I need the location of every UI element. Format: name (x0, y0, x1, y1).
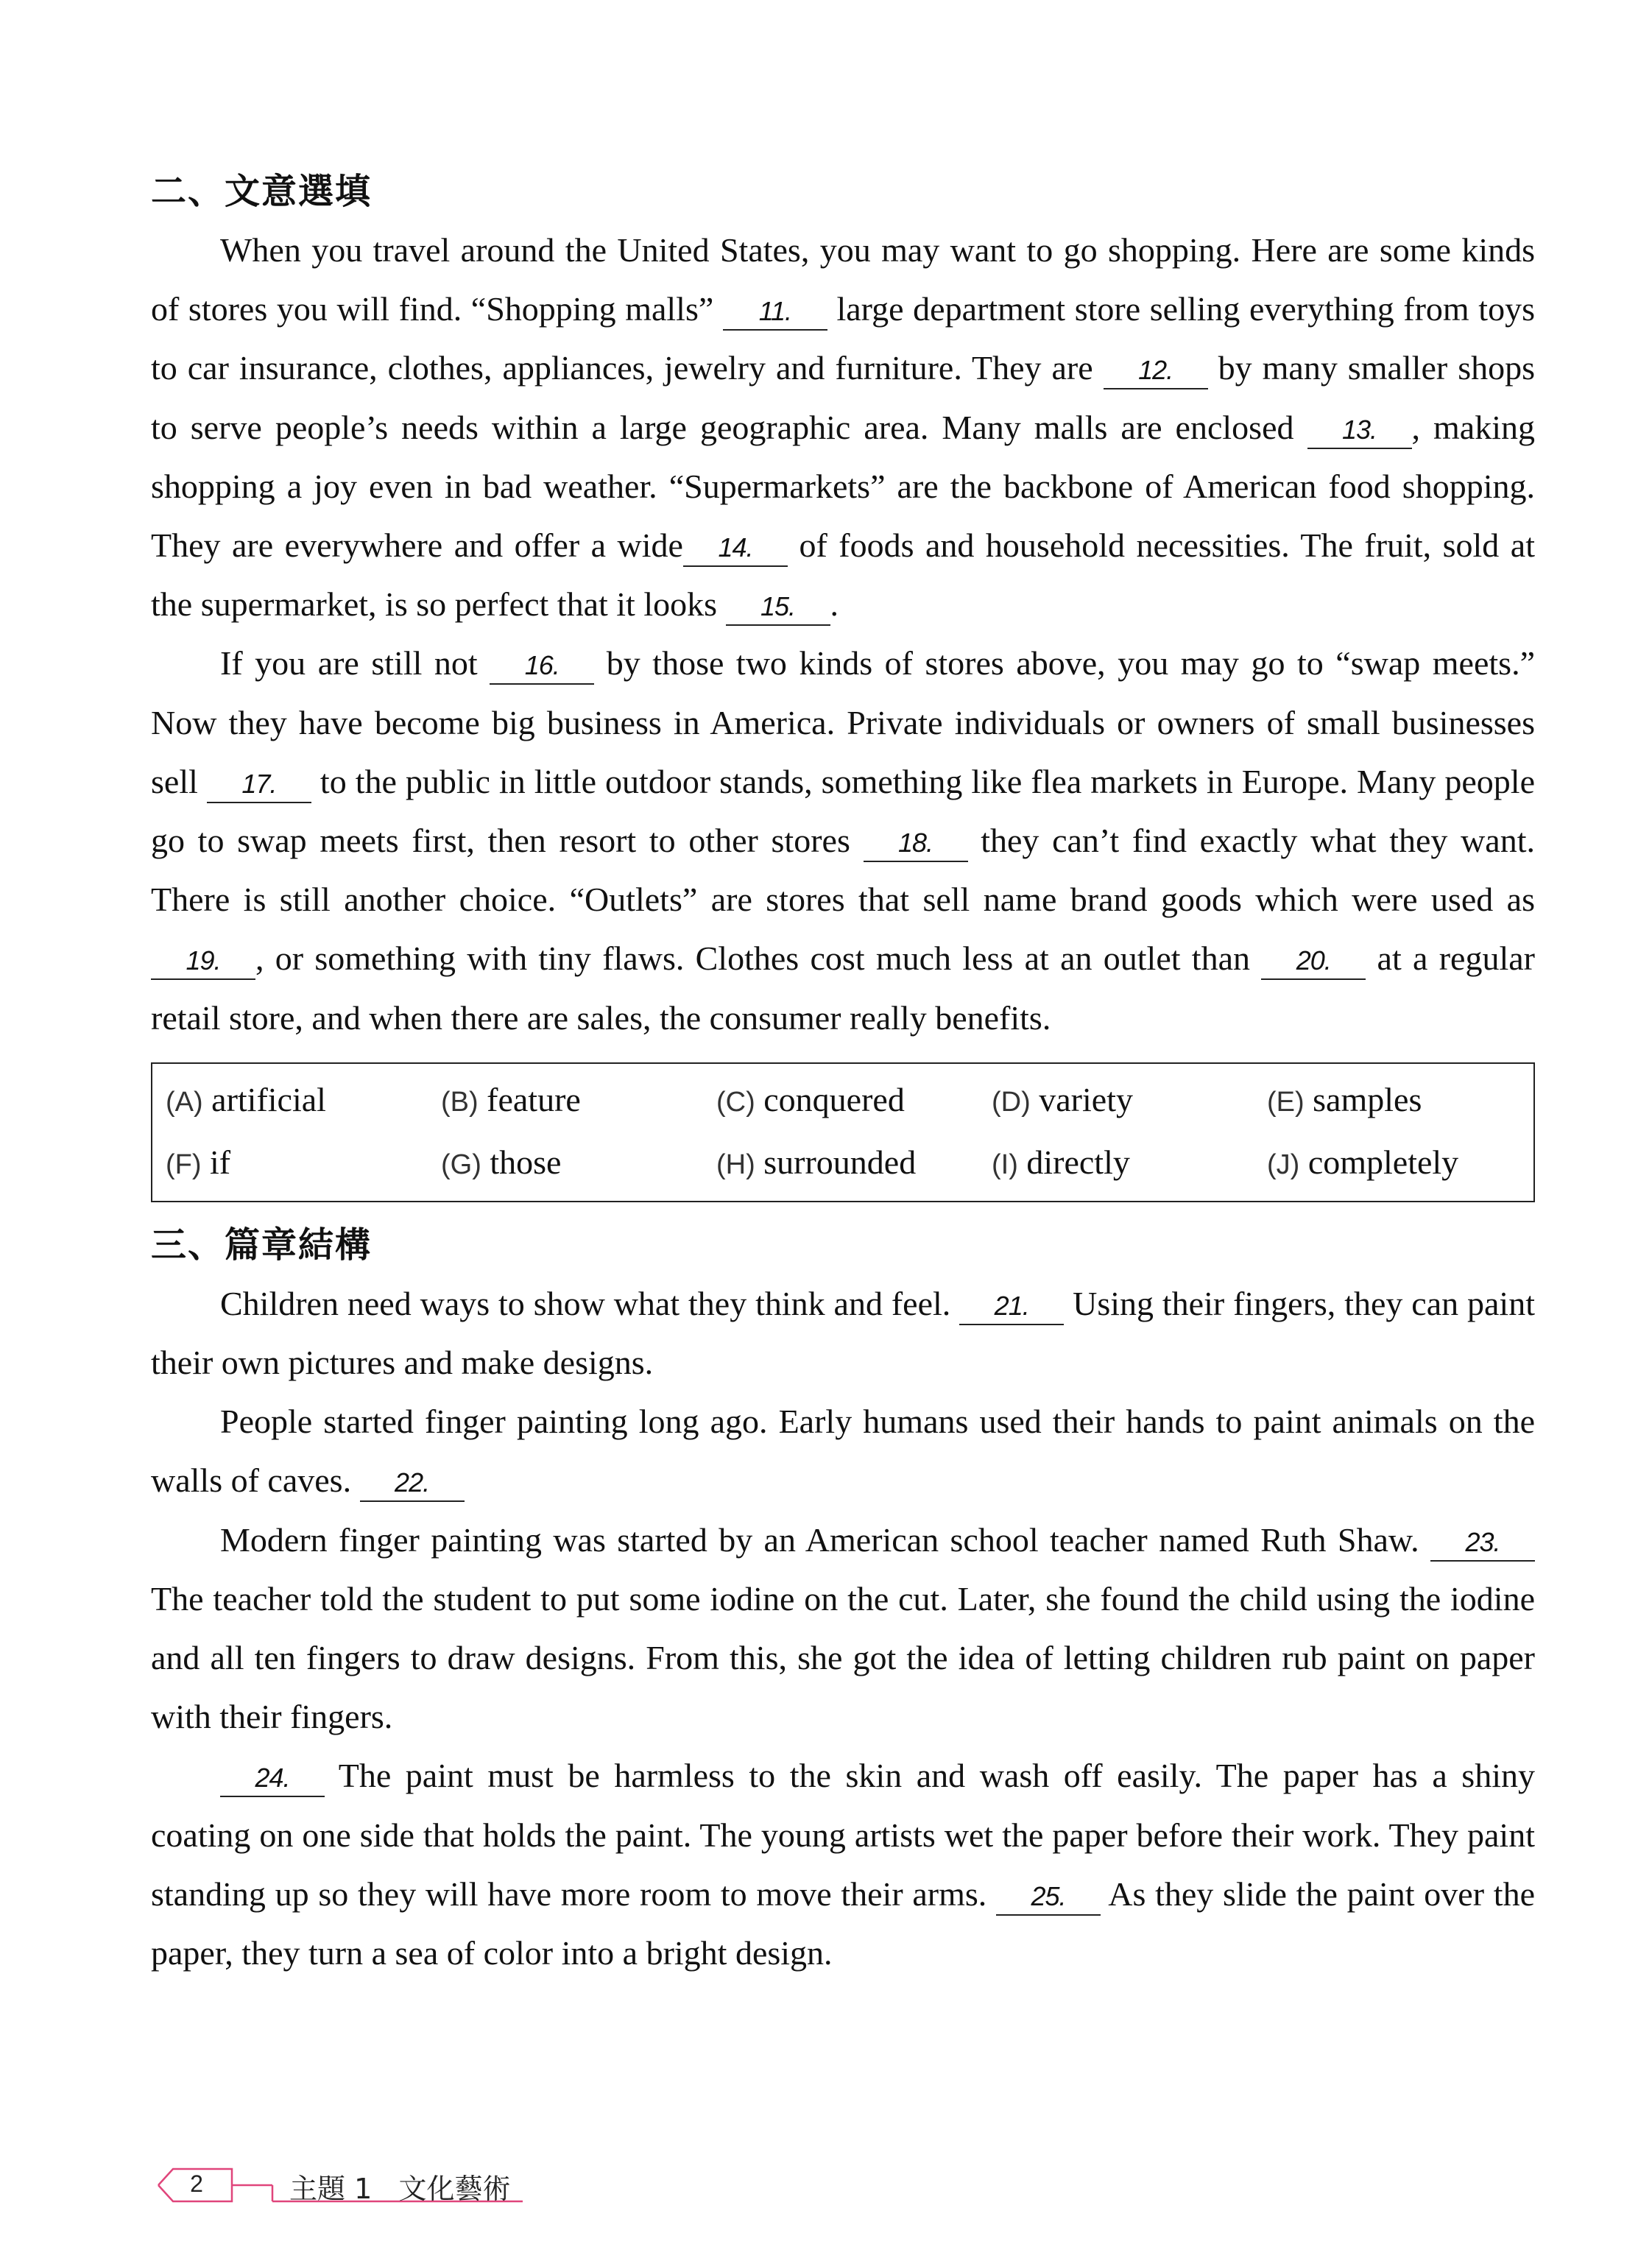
passage-text: Modern finger painting was started by an American school teacher named Ruth Shaw. (220, 1520, 1430, 1559)
passage-text: , making shopping a joy even in bad weather. “Supermarkets” are the backbone of American food shopping. They are everywhere and offer a wide (151, 408, 1535, 565)
passage-text: they can’t find exactly what they want. There is still another choice. “Outlets” are stores that sell name brand goods which were used as (151, 822, 1535, 919)
option-letter: (D) (992, 1086, 1031, 1118)
passage-text: Using their fingers, they can paint their own pictures and make designs. (151, 1284, 1535, 1382)
option-word: if (210, 1143, 231, 1181)
answer-blank[interactable]: 25. (996, 1879, 1101, 1916)
option-letter: (B) (441, 1086, 479, 1118)
answer-blank[interactable]: 13. (1307, 412, 1412, 449)
word-option (716, 1132, 992, 1195)
page-number: 2 (190, 2170, 203, 2197)
option-letter: (F) (166, 1149, 202, 1180)
option-word: artificial (211, 1080, 326, 1118)
answer-blank[interactable]: 17. (207, 766, 311, 803)
option-letter: (C) (716, 1086, 755, 1118)
answer-blank[interactable]: 18. (864, 825, 968, 862)
word-option (1267, 1070, 1542, 1132)
passage-text: by many smaller shops to serve people’s needs within a large geographic area. Many malls are enclosed (151, 349, 1535, 446)
word-option (441, 1070, 716, 1132)
section-2-heading: 二、文意選填 (151, 171, 373, 212)
page-content (151, 162, 1535, 1983)
word-option (992, 1132, 1267, 1195)
answer-blank[interactable]: 11. (723, 294, 827, 331)
passage-text: People started finger painting long ago. Early humans used their hands to paint animals on the walls of caves. (151, 1403, 1535, 1500)
page-footer (151, 2165, 534, 2206)
word-option (992, 1070, 1267, 1132)
answer-blank[interactable]: 23. (1430, 1525, 1535, 1562)
option-word: feature (487, 1080, 581, 1118)
answer-blank[interactable]: 14. (683, 530, 788, 567)
answer-blank[interactable]: 24. (220, 1760, 325, 1797)
word-option (441, 1132, 716, 1195)
passage-text: If you are still not (220, 644, 490, 682)
option-letter: (G) (441, 1149, 481, 1180)
answer-blank[interactable]: 20. (1261, 943, 1366, 980)
answer-blank[interactable]: 19. (151, 943, 255, 980)
answer-blank[interactable]: 22. (360, 1465, 465, 1502)
section-3-heading: 三、篇章結構 (151, 1224, 373, 1266)
option-word: completely (1307, 1143, 1459, 1181)
word-option (166, 1132, 441, 1195)
passage-text: When you travel around the United States, you may want to go shopping. Here are some kinds of stores you will find. “Shopping malls” (151, 231, 1535, 328)
answer-blank[interactable]: 15. (726, 589, 830, 626)
passage-3-paragraph-3 (151, 1511, 1535, 1747)
option-letter: (I) (992, 1149, 1018, 1180)
option-word: directly (1026, 1143, 1130, 1181)
passage-2-paragraph-1 (151, 221, 1535, 634)
word-bank (151, 1062, 1535, 1202)
option-letter: (A) (166, 1086, 203, 1118)
footer-title: 主題 1 文化藝術 (289, 2173, 511, 2205)
passage-text: Children need ways to show what they think and feel. (220, 1284, 960, 1322)
answer-blank[interactable]: 21. (959, 1288, 1064, 1325)
option-word: variety (1039, 1080, 1133, 1118)
passage-text: The paint must be harmless to the skin and wash off easily. The paper has a shiny coating on one side that holds the paint. The young artists wet the paper before their work. They paint standing up so they will have more room to move their arms. (151, 1757, 1535, 1913)
option-word: conquered (763, 1080, 905, 1118)
passage-text: to the public in little outdoor stands, something like flea markets in Europe. Many people go to swap meets first, then resort to other stores (151, 762, 1535, 860)
option-letter: (J) (1267, 1149, 1300, 1180)
word-option (716, 1070, 992, 1132)
option-letter: (E) (1267, 1086, 1305, 1118)
passage-3-paragraph-4 (151, 1746, 1535, 1983)
word-option (166, 1070, 441, 1132)
option-word: samples (1313, 1080, 1422, 1118)
passage-3-paragraph-1 (151, 1274, 1535, 1392)
answer-blank[interactable]: 12. (1104, 353, 1208, 389)
answer-blank[interactable]: 16. (490, 648, 594, 685)
passage-text: As they slide the paint over the paper, they turn a sea of color into a bright design. (151, 1874, 1535, 1972)
passage-text: of foods and household necessities. The fruit, sold at the supermarket, is so perfect that it looks (151, 526, 1536, 624)
option-letter: (H) (716, 1149, 755, 1180)
passage-text: by those two kinds of stores above, you may go to “swap meets.” Now they have become big business in America. Private individuals or owners of small businesses sell (151, 644, 1535, 800)
passage-text: . (830, 585, 839, 624)
passage-text: large department store selling everything from toys to car insurance, clothes, appliances, jewelry and furniture. They are (151, 290, 1535, 387)
passage-2-paragraph-2 (151, 634, 1535, 1047)
passage-text: , or something with tiny flaws. Clothes cost much less at an outlet than (255, 939, 1262, 978)
passage-text: The teacher told the student to put some iodine on the cut. Later, she found the child using the iodine and all ten fingers to draw designs. From this, she got the idea of letting children rub paint on paper with their fingers. (151, 1579, 1535, 1736)
option-word: those (490, 1143, 562, 1181)
passage-text: at a regular retail store, and when there are sales, the consumer really benefits. (151, 939, 1535, 1037)
passage-3-paragraph-2 (151, 1392, 1535, 1510)
word-option (1267, 1132, 1542, 1195)
option-word: surrounded (763, 1143, 917, 1181)
